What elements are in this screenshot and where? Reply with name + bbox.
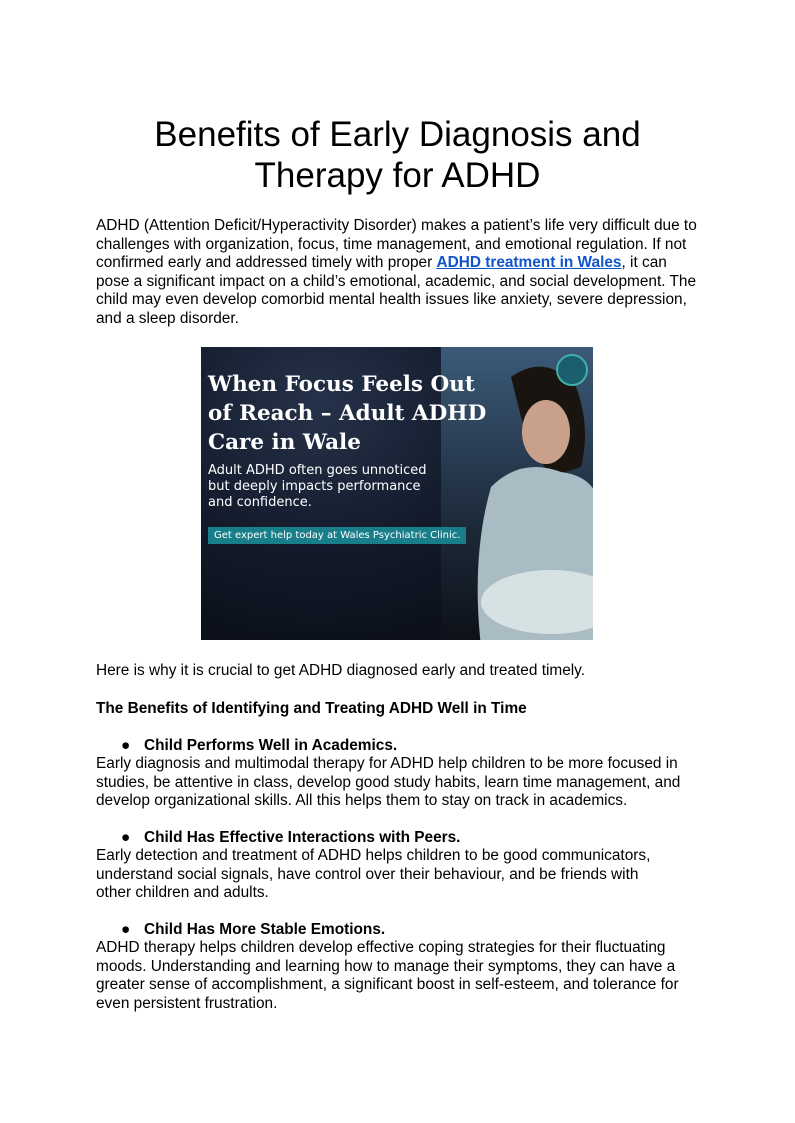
subtext-line: and confidence.	[208, 495, 312, 510]
intro-text: , it can pose a significant impact on a child’s emotional, academic, and social development. The child may even develop comorbid mental health issues like anxiety, severe depression, and a sleep disorder.	[96, 254, 697, 327]
banner-cta: Get expert help today at Wales Psychiatric Clinic.	[208, 527, 466, 544]
subtext-line: Adult ADHD often goes unnoticed	[208, 463, 427, 478]
banner-subtext	[208, 463, 426, 511]
lead-paragraph: Here is why it is crucial to get ADHD diagnosed early and treated timely.	[96, 662, 586, 679]
benefit-heading-text: Child Has Effective Interactions with Peers.	[144, 829, 461, 846]
benefit-text: ADHD therapy helps children develop effective coping strategies for their fluctuating moods. Understanding and learning how to manage their symptoms, they can have a greater sense of accomplishment, a significant boost in self-esteem, and tolerance for even persistent frustration.	[96, 939, 679, 1012]
headline-line: Care in Wale	[208, 430, 361, 455]
section-heading: The Benefits of Identifying and Treating ADHD Well in Time	[96, 700, 527, 717]
intro-paragraph	[96, 217, 701, 328]
benefit-heading	[121, 921, 385, 940]
benefit-heading	[121, 737, 397, 756]
intro-text: ADHD (Attention Deficit/Hyperactivity Disorder) makes a patient’s life very difficult due to challenges with organization, focus, time management, and emotional regulation. If not confirmed early and addressed timely with proper	[96, 217, 697, 271]
headline-line: of Reach – Adult ADHD	[208, 401, 487, 426]
clinic-logo	[556, 354, 588, 386]
benefit-text: Early diagnosis and multimodal therapy for ADHD help children to be more focused in studies, be attentive in class, develop good study habits, learn time management, and develop organizational skills. All this helps them to stay on track in academics.	[96, 755, 681, 809]
page-title	[0, 114, 795, 196]
bullet-icon: ●	[121, 829, 131, 846]
title-line: Therapy for ADHD	[254, 156, 541, 195]
subtext-line: but deeply impacts performance	[208, 479, 421, 494]
bullet-icon: ●	[121, 921, 131, 938]
title-line: Benefits of Early Diagnosis and	[154, 115, 641, 154]
benefit-heading-text: Child Performs Well in Academics.	[144, 737, 398, 754]
banner-image	[201, 347, 593, 640]
banner-headline	[208, 370, 486, 457]
benefit-text: Early detection and treatment of ADHD helps children to be good communicators, understand social signals, have control over their behaviour, and be friends with other children and adults.	[96, 847, 651, 901]
benefit-heading	[121, 829, 460, 848]
adhd-treatment-link[interactable]: ADHD treatment in Wales	[436, 254, 622, 271]
headline-line: When Focus Feels Out	[208, 372, 475, 397]
bullet-icon: ●	[121, 737, 131, 754]
benefit-heading-text: Child Has More Stable Emotions.	[144, 921, 386, 938]
